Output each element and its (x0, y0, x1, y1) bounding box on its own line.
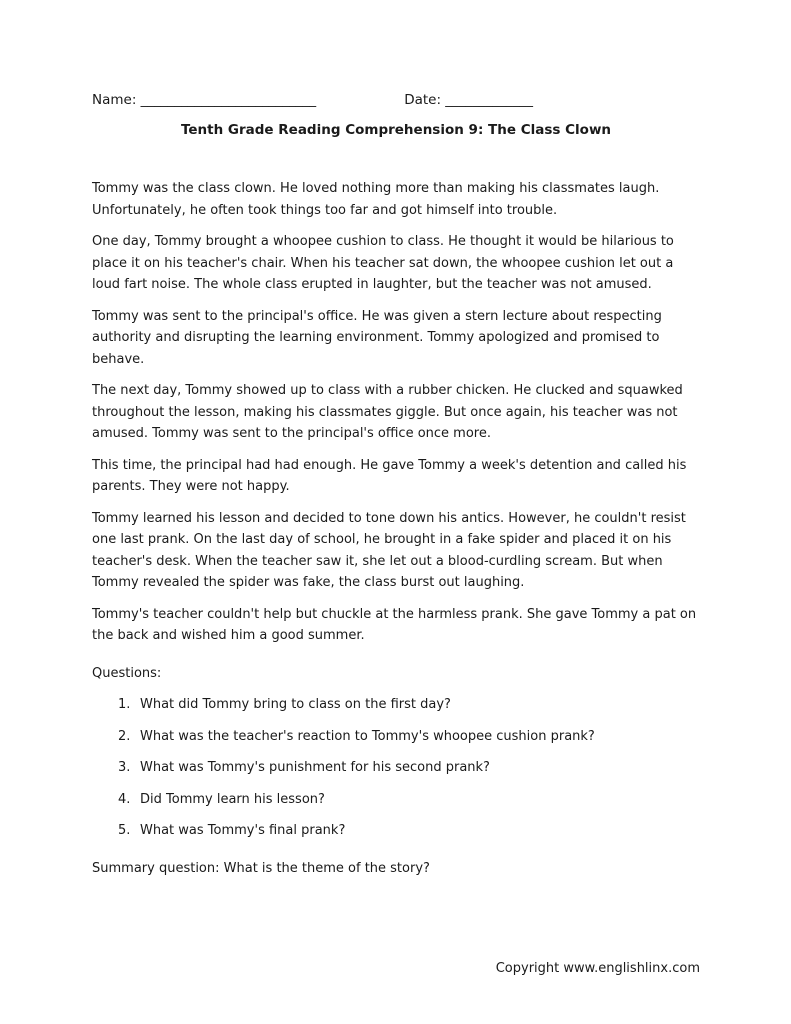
reading-passage (92, 178, 700, 647)
date-label: Date: (404, 92, 442, 108)
question-text: What was Tommy's punishment for his second prank? (140, 760, 490, 775)
question-text: What did Tommy bring to class on the first day? (140, 697, 451, 712)
question-number: 5. (118, 823, 131, 838)
name-date-row (92, 92, 700, 108)
questions-label: Questions: (92, 665, 162, 681)
worksheet-title: Tenth Grade Reading Comprehension 9: The Class Clown (180, 122, 612, 138)
question-item (92, 820, 700, 842)
question-number: 4. (118, 791, 131, 807)
question-item (92, 789, 700, 811)
passage-paragraph: Tommy's teacher couldn't help but chuckle at the harmless prank. She gave Tommy a pat on the back and wished him a good summer. (92, 606, 697, 643)
passage-paragraph: Tommy was sent to the principal's office. He was given a stern lecture about respecting authority and disrupting the learning environment. Tommy apologized and promised to behave. (92, 308, 662, 367)
copyright-text: Copyright www.englishlinx.com (495, 961, 700, 976)
name-field (92, 92, 316, 108)
question-text: What was the teacher's reaction to Tommy's whoopee cushion prank? (140, 728, 595, 744)
question-number: 3. (118, 760, 131, 775)
question-number: 2. (118, 728, 131, 744)
question-item (92, 757, 700, 779)
passage-paragraph: This time, the principal had had enough. He gave Tommy a week's detention and called his parents. They were not happy. (92, 457, 687, 494)
passage-paragraph: Tommy learned his lesson and decided to tone down his antics. However, he couldn't resist one last prank. On the last day of school, he brought in a fake spider and placed it on his teacher's desk. When the teacher saw it, she let out a blood-curdling scream. But when Tommy revealed the spider was fake, the class burst out laughing. (92, 510, 686, 590)
passage-paragraph: The next day, Tommy showed up to class with a rubber chicken. He clucked and squawked throughout the lesson, making his classmates giggle. But once again, his teacher was not amused. Tommy was sent to the principal's office once more. (92, 383, 683, 441)
date-field (404, 92, 533, 108)
passage-paragraph: Tommy was the class clown. He loved nothing more than making his classmates laugh. Unfortunately, he often took things too far and got himself into trouble. (92, 181, 660, 218)
question-number: 1. (118, 697, 131, 712)
question-text: Did Tommy learn his lesson? (140, 791, 325, 807)
name-label: Name: (92, 92, 137, 108)
summary-question: Summary question: What is the theme of the story? (92, 860, 430, 876)
passage-paragraph: One day, Tommy brought a whoopee cushion to class. He thought it would be hilarious to place it on his teacher's chair. When his teacher sat down, the whoopee cushion let out a loud fart noise. The whole class erupted in laughter, but the teacher was not amused. (92, 234, 674, 292)
question-item (92, 726, 700, 748)
question-list (92, 694, 700, 842)
question-text: What was Tommy's final prank? (140, 823, 346, 838)
date-blank-line: _____________ (441, 92, 534, 108)
name-blank-line: __________________________ (136, 92, 317, 108)
question-item (92, 694, 700, 716)
